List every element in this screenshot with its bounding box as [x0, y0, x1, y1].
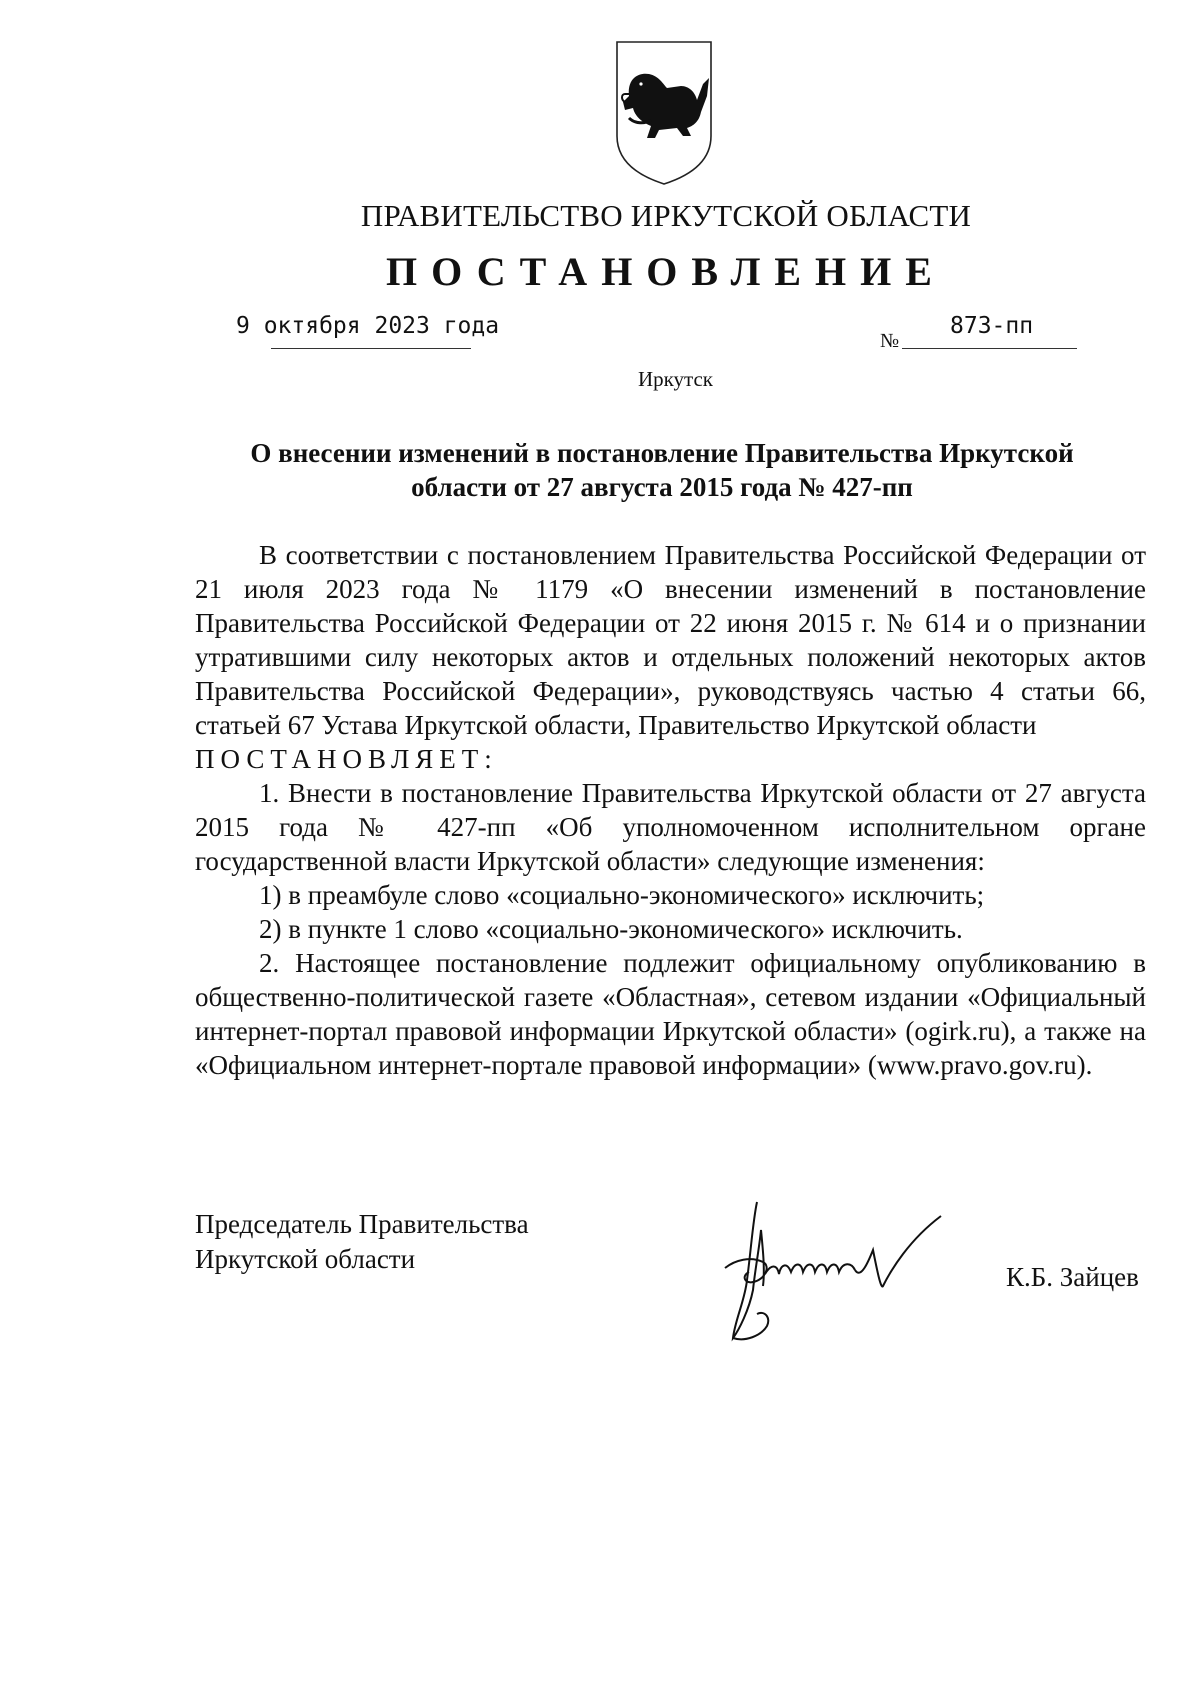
title-line-1: О внесении изменений в постановление Правительства Иркутской [250, 438, 1074, 468]
signatory-position [195, 1207, 529, 1277]
document-title [196, 436, 1128, 504]
document-type: ПОСТАНОВЛЕНИЕ [386, 249, 946, 294]
item-2-paragraph: 2. Настоящее постановление подлежит официальному опубликованию в общественно-политической газете «Областная», сетевом издании «Официальный интернет-портал правовой информации Иркутской области» (ogirk.ru), а также на «Официальном интернет-портале правовой информации» (www.pravo.gov.ru). [195, 948, 1146, 1080]
organization-name: ПРАВИТЕЛЬСТВО ИРКУТСКОЙ ОБЛАСТИ [360, 198, 972, 233]
number-underline [902, 348, 1077, 349]
item-1-subitem-1: 1) в преамбуле слово «социально-экономического» исключить; [259, 880, 985, 910]
signatory-position-line-2: Иркутской области [195, 1244, 416, 1274]
document-date: 9 октября 2023 года [236, 313, 500, 339]
title-line-2: области от 27 августа 2015 года № 427-пп [411, 472, 913, 502]
coat-of-arms-icon [611, 38, 717, 186]
signatory-name: К.Б. Зайцев [1006, 1262, 1139, 1292]
number-sign: № [880, 330, 900, 352]
handwritten-signature-icon [705, 1190, 985, 1345]
document-body [195, 538, 1146, 1082]
date-underline [271, 348, 471, 349]
item-1-subitem-2: 2) в пункте 1 слово «социально-экономического» исключить. [259, 914, 963, 944]
preamble-paragraph: В соответствии с постановлением Правительства Российской Федерации от 21 июля 2023 года № 1179 «О внесении изменений в постановление Правительства Российской Федерации от 22 июня 2015 г. № 614 и о признании утратившими силу некоторых актов и отдельных положений некоторых актов Правительства Российской Федерации», руководствуясь частью 4 статьи 66, статьей 67 Устава Иркутской области, Правительство Иркутской области [195, 540, 1146, 740]
resolves-heading: ПОСТАНОВЛЯЕТ: [195, 744, 498, 774]
document-number: 873-пп [950, 313, 1034, 339]
signatory-position-line-1: Председатель Правительства [195, 1209, 529, 1239]
city: Иркутск [637, 367, 714, 391]
item-1-paragraph: 1. Внести в постановление Правительства Иркутской области от 27 августа 2015 года № 427-пп «Об уполномоченном исполнительном органе государственной власти Иркутской области» следующие изменения: [195, 778, 1146, 876]
